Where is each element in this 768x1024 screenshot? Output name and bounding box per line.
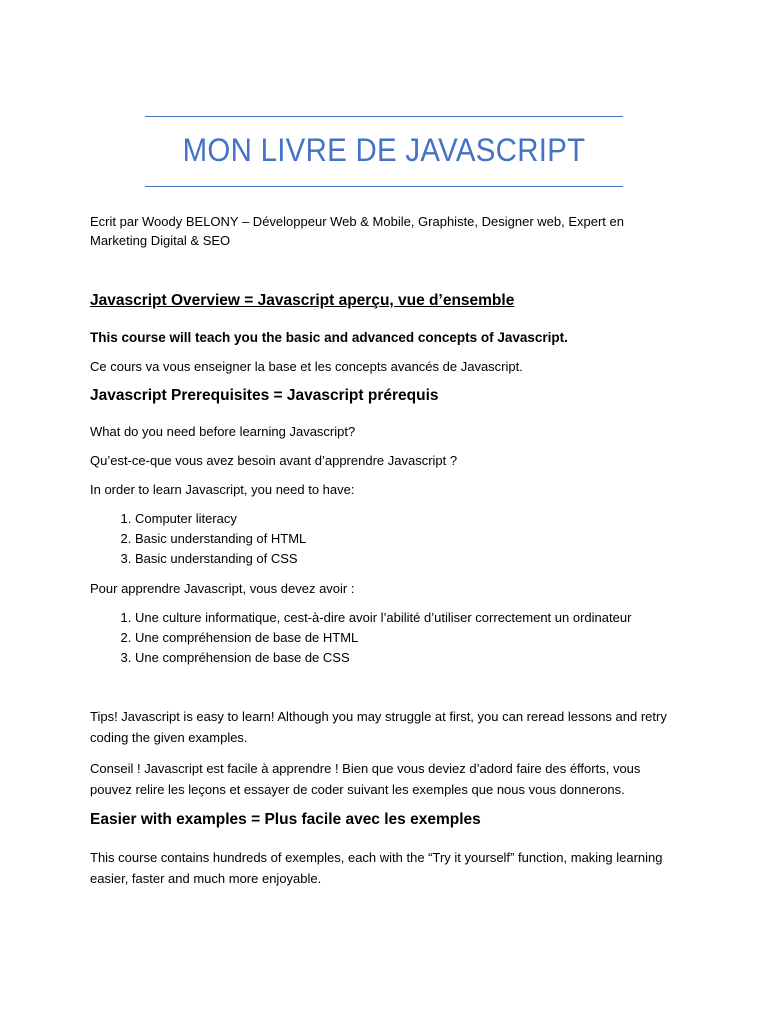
prereq-intro-en: In order to learn Javascript, you need to have: bbox=[90, 482, 355, 497]
prereq-question-en: What do you need before learning Javascript? bbox=[90, 424, 356, 439]
examples-text: This course contains hundreds of exemples, each with the “Try it yourself” function, making learning easier, faster and much more enjoyable. bbox=[90, 849, 663, 886]
author-line: Ecrit par Woody BELONY – Développeur Web & Mobile, Graphiste, Designer web, Expert en Marketing Digital & SEO bbox=[90, 214, 624, 248]
examples-heading: Easier with examples = Plus facile avec les exemples bbox=[90, 811, 481, 828]
list-item: 1. Computer literacy bbox=[135, 509, 680, 529]
tip-text-fr: Conseil ! Javascript est facile à apprendre ! Bien que vous deviez d’adord faire des éfforts, vous pouvez relire les leçons et essayer de coder suivant les exemples que nous vous donnerons. bbox=[90, 761, 641, 797]
list-item: 1. Une culture informatique, cest-à-dire avoir l’abilité d’utiliser correctement un ordinateur bbox=[135, 608, 680, 628]
list-item: 2. Une compréhension de base de HTML bbox=[135, 628, 680, 648]
title-rule-top bbox=[145, 116, 623, 117]
overview-bold-text: This course will teach you the basic and advanced concepts of Javascript. bbox=[90, 329, 568, 345]
prereq-intro-fr: Pour apprendre Javascript, vous devez avoir : bbox=[90, 581, 355, 596]
document-title: MON LIVRE DE JAVASCRIPT bbox=[182, 132, 586, 168]
list-item: 2. Basic understanding of HTML bbox=[135, 529, 680, 549]
list-item: 3. Une compréhension de base de CSS bbox=[135, 648, 680, 668]
prerequisites-heading: Javascript Prerequisites = Javascript prérequis bbox=[90, 386, 439, 404]
prereq-question-fr: Qu’est-ce-que vous avez besoin avant d’apprendre Javascript ? bbox=[90, 453, 458, 468]
list-item: 3. Basic understanding of CSS bbox=[135, 549, 680, 569]
overview-heading: Javascript Overview = Javascript aperçu, vue d’ensemble bbox=[90, 292, 515, 309]
prereq-list-fr bbox=[90, 608, 680, 668]
prereq-list-en bbox=[90, 509, 680, 569]
document-body bbox=[90, 212, 680, 889]
overview-french-text: Ce cours va vous enseigner la base et les concepts avancés de Javascript. bbox=[90, 358, 523, 374]
title-rule-bottom bbox=[145, 186, 623, 187]
tip-text-en: Tips! Javascript is easy to learn! Although you may struggle at first, you can reread lessons and retry coding the given examples. bbox=[90, 709, 667, 745]
